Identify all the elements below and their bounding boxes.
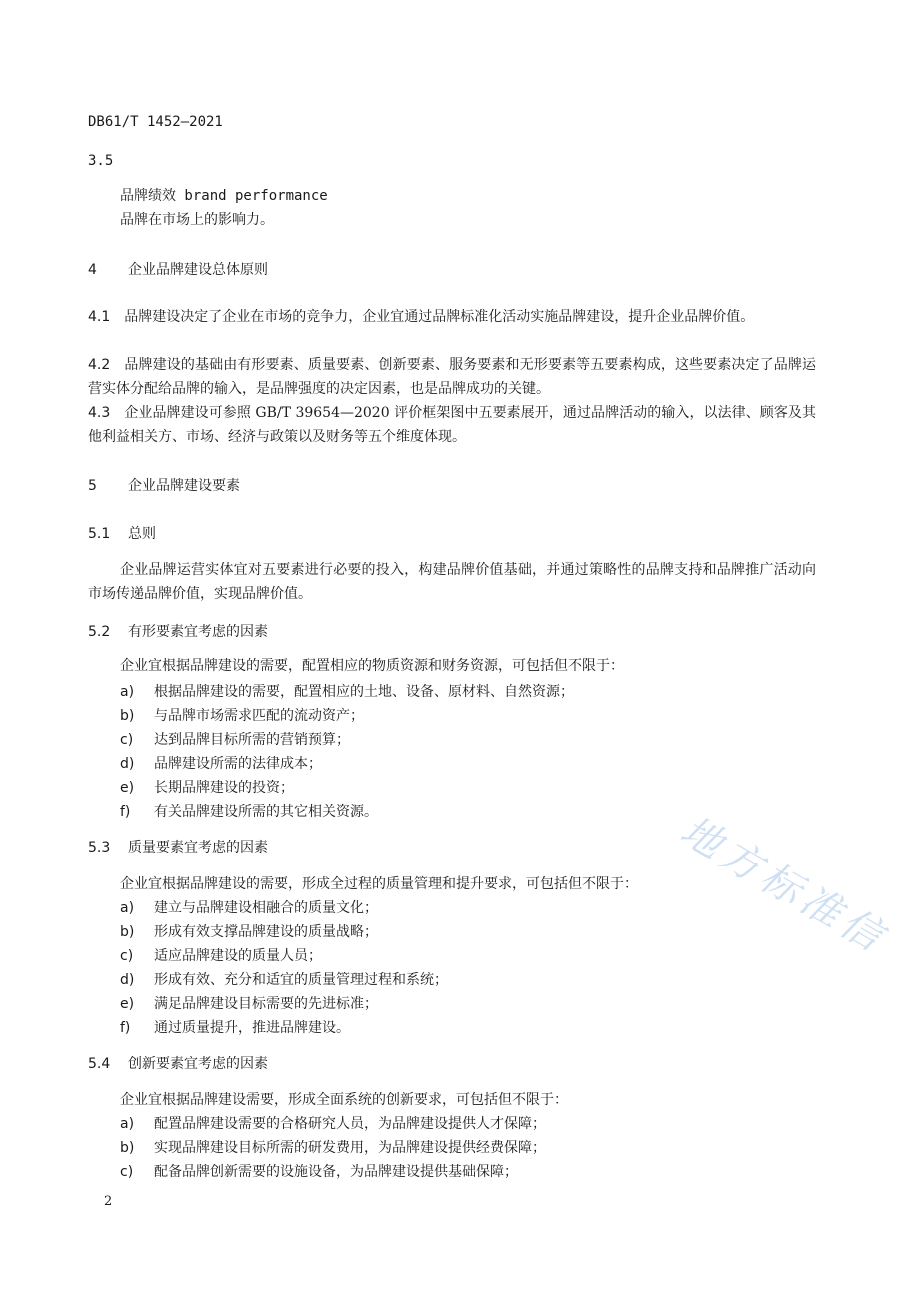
subsection-title: 创新要素宜考虑的因素 bbox=[128, 1056, 268, 1072]
list-item bbox=[120, 898, 378, 918]
clause-4-3 bbox=[88, 401, 816, 449]
list-item bbox=[120, 802, 378, 822]
clause-number: 4.2 bbox=[88, 357, 111, 373]
section-number: 5 bbox=[88, 478, 97, 494]
section-title: 企业品牌建设要素 bbox=[128, 478, 240, 494]
section-5-heading bbox=[88, 476, 240, 496]
subsection-5-4-heading bbox=[88, 1054, 268, 1074]
subsection-number: 5.2 bbox=[88, 624, 111, 640]
list-text: 有关品牌建设所需的其它相关资源。 bbox=[154, 804, 378, 820]
clause-text: 品牌建设的基础由有形要素、质量要素、创新要素、服务要素和无形要素等五要素构成，这些要素决定了品牌运营实体分配给品牌的输入，是品牌强度的决定因素，也是品牌成功的关键。 bbox=[88, 357, 816, 397]
list-marker: a) bbox=[120, 684, 135, 700]
list-marker: a) bbox=[120, 900, 135, 916]
term-title: 品牌绩效 brand performance bbox=[120, 188, 328, 204]
list-item bbox=[120, 706, 364, 726]
list-marker: e) bbox=[120, 996, 135, 1012]
subsection-title: 总则 bbox=[128, 526, 156, 542]
clause-4-1 bbox=[88, 305, 816, 329]
list-text: 长期品牌建设的投资； bbox=[154, 780, 294, 796]
list-text: 配置品牌建设需要的合格研究人员，为品牌建设提供人才保障； bbox=[154, 1116, 546, 1132]
list-marker: c) bbox=[120, 1164, 134, 1180]
clause-number: 4.3 bbox=[88, 405, 111, 421]
list-item bbox=[120, 730, 350, 750]
subsection-5-2-heading bbox=[88, 622, 268, 642]
section-number: 4 bbox=[88, 262, 97, 278]
subsection-5-1-text: 企业品牌运营实体宜对五要素进行必要的投入，构建品牌价值基础，并通过策略性的品牌支持和品牌推广活动向市场传递品牌价值，实现品牌价值。 bbox=[88, 562, 816, 602]
list-text: 满足品牌建设目标需要的先进标准； bbox=[154, 996, 378, 1012]
list-marker: f) bbox=[120, 804, 131, 820]
subsection-5-3-heading bbox=[88, 838, 268, 858]
subsection-number: 5.4 bbox=[88, 1056, 111, 1072]
list-text: 建立与品牌建设相融合的质量文化； bbox=[154, 900, 378, 916]
list-text: 形成有效支撑品牌建设的质量战略； bbox=[154, 924, 378, 940]
subsection-5-4-intro: 企业宜根据品牌建设需要，形成全面系统的创新要求，可包括但不限于： bbox=[120, 1092, 568, 1108]
list-marker: a) bbox=[120, 1116, 135, 1132]
section-title: 企业品牌建设总体原则 bbox=[128, 262, 268, 278]
list-item bbox=[120, 754, 322, 774]
subsection-title: 质量要素宜考虑的因素 bbox=[128, 840, 268, 856]
list-item bbox=[120, 1138, 546, 1158]
subsection-number: 5.3 bbox=[88, 840, 111, 856]
subsection-5-2-intro: 企业宜根据品牌建设的需要，配置相应的物质资源和财务资源，可包括但不限于： bbox=[120, 658, 624, 674]
list-text: 根据品牌建设的需要，配置相应的土地、设备、原材料、自然资源； bbox=[154, 684, 574, 700]
term-definition: 品牌在市场上的影响力。 bbox=[120, 212, 274, 228]
clause-3-5-number: 3.5 bbox=[88, 153, 114, 169]
list-marker: b) bbox=[120, 708, 135, 724]
watermark: 地方标准信 bbox=[672, 807, 895, 963]
section-4-heading bbox=[88, 260, 268, 280]
list-item bbox=[120, 1018, 350, 1038]
list-item bbox=[120, 922, 378, 942]
list-text: 达到品牌目标所需的营销预算； bbox=[154, 732, 350, 748]
list-text: 适应品牌建设的质量人员； bbox=[154, 948, 322, 964]
document-header-id: DB61/T 1452—2021 bbox=[88, 114, 223, 130]
list-marker: d) bbox=[120, 756, 135, 772]
list-marker: b) bbox=[120, 924, 135, 940]
list-item bbox=[120, 1162, 518, 1182]
subsection-number: 5.1 bbox=[88, 526, 111, 542]
clause-text: 企业品牌建设可参照 GB/T 39654—2020 评价框架图中五要素展开，通过品牌活动的输入，以法律、顾客及其他利益相关方、市场、经济与政策以及财务等五个维度体现。 bbox=[88, 405, 816, 445]
list-item bbox=[120, 1114, 546, 1134]
list-text: 实现品牌建设目标所需的研发费用，为品牌建设提供经费保障； bbox=[154, 1140, 546, 1156]
list-item bbox=[120, 994, 378, 1014]
list-item bbox=[120, 778, 294, 798]
list-item bbox=[120, 970, 448, 990]
list-item bbox=[120, 946, 322, 966]
clause-text: 品牌建设决定了企业在市场的竞争力，企业宜通过品牌标准化活动实施品牌建设，提升企业品牌价值。 bbox=[124, 309, 755, 325]
subsection-title: 有形要素宜考虑的因素 bbox=[128, 624, 268, 640]
list-marker: c) bbox=[120, 948, 134, 964]
list-text: 形成有效、充分和适宜的质量管理过程和系统； bbox=[154, 972, 448, 988]
list-text: 通过质量提升，推进品牌建设。 bbox=[154, 1020, 350, 1036]
subsection-5-1-heading bbox=[88, 524, 156, 544]
list-marker: d) bbox=[120, 972, 135, 988]
clause-4-2 bbox=[88, 353, 816, 401]
clause-number: 4.1 bbox=[88, 309, 111, 325]
list-text: 品牌建设所需的法律成本； bbox=[154, 756, 322, 772]
subsection-5-3-intro: 企业宜根据品牌建设的需要，形成全过程的质量管理和提升要求，可包括但不限于： bbox=[120, 876, 638, 892]
list-marker: c) bbox=[120, 732, 134, 748]
page-number: 2 bbox=[104, 1194, 113, 1209]
list-marker: e) bbox=[120, 780, 135, 796]
list-text: 与品牌市场需求匹配的流动资产； bbox=[154, 708, 364, 724]
list-marker: b) bbox=[120, 1140, 135, 1156]
list-marker: f) bbox=[120, 1020, 131, 1036]
list-text: 配备品牌创新需要的设施设备，为品牌建设提供基础保障； bbox=[154, 1164, 518, 1180]
list-item bbox=[120, 682, 574, 702]
